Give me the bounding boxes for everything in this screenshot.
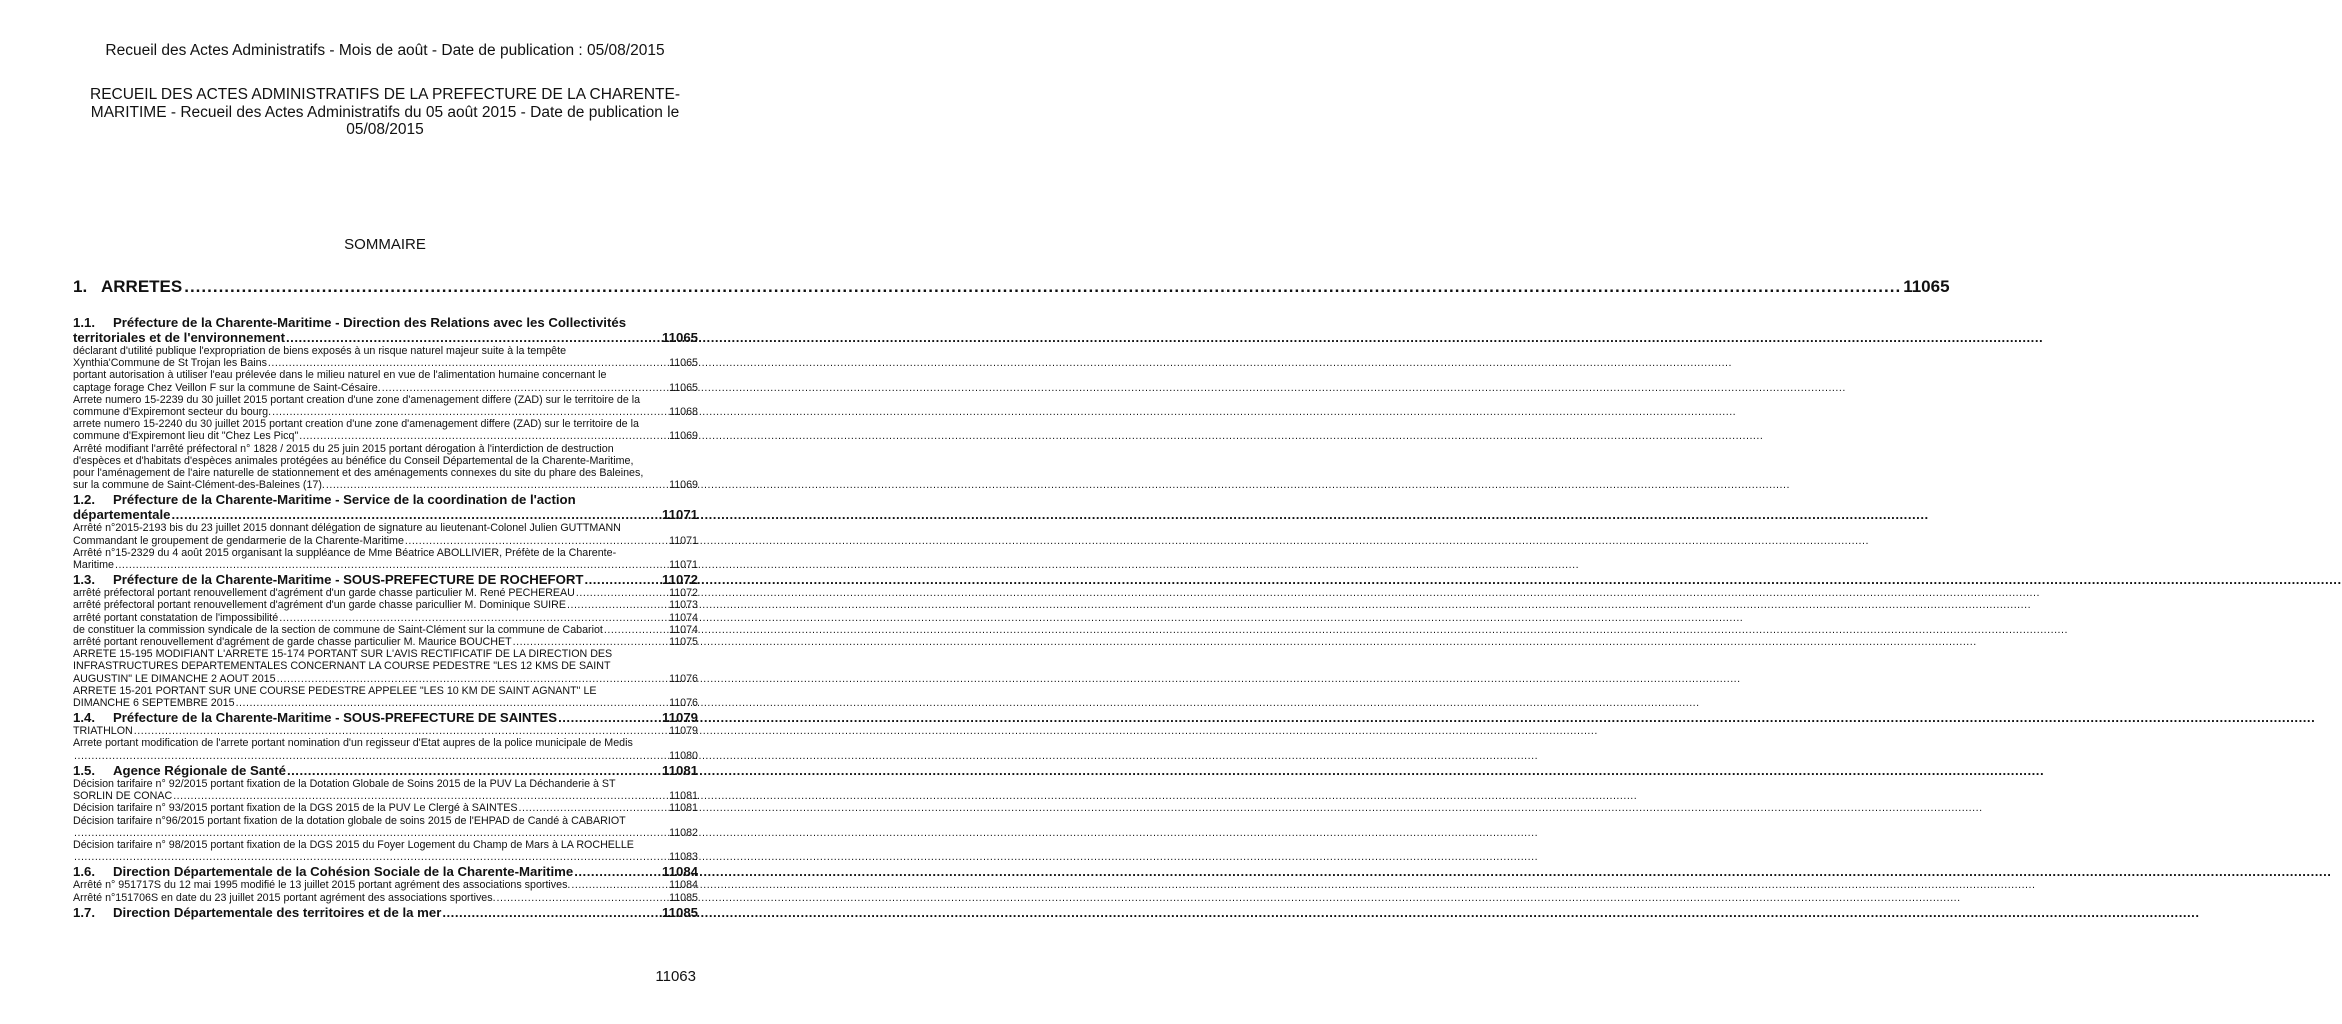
entry-text: d'espèces et d'habitats d'espèces animales protégées au bénéfice du Conseil Départemental de la Charente-Maritime,: [73, 454, 634, 467]
subsection-page: 11081: [662, 762, 698, 778]
subsection-title: Préfecture de la Charente-Maritime - Direction des Relations avec les Collectivités: [113, 315, 627, 330]
subsection-number: 1.7.: [73, 904, 95, 920]
toc-entry[interactable]: [73, 394, 698, 418]
entry-page: 11065: [669, 357, 698, 370]
entry-page: 11074: [669, 611, 698, 624]
dot-leader: [299, 430, 668, 442]
toc-entry[interactable]: [73, 815, 698, 839]
subsection-number: 1.2.: [73, 492, 95, 508]
subsection-heading[interactable]: [73, 315, 698, 345]
dot-leader: [584, 572, 661, 587]
entry-text: Décision tarifaire n° 93/2015 portant fixation de la DGS 2015 de la PUV Le Clergé à SAINTES: [73, 802, 518, 815]
entry-page: 11076: [669, 672, 698, 685]
toc-section-1[interactable]: [73, 277, 1950, 297]
entry-page: 11080: [669, 749, 698, 762]
subsection-heading[interactable]: [73, 492, 698, 522]
dot-leader: [442, 905, 661, 920]
entry-text: captage forage Chez Veillon F sur la commune de Saint-Césaire.: [73, 381, 381, 394]
entry-text: arrêté préfectoral portant renouvellement d'agrément d'un garde chasse paricullier M. Dominique SUIRE: [73, 599, 566, 612]
dot-leader: [287, 763, 661, 778]
dot-leader: [286, 330, 661, 345]
dot-leader: [513, 636, 668, 648]
subsection-title: départementale: [73, 507, 171, 523]
entry-text: ARRETE 15-195 MODIFIANT L'ARRETE 15-174 PORTANT SUR L'AVIS RECTIFICATIF DE LA DIRECTION DES: [73, 648, 613, 661]
section-title: ARRETES: [101, 277, 183, 296]
toc-subsection: [73, 710, 698, 762]
entry-text: déclarant d'utilité publique l'expropriation de biens exposés à un risque naturel majeur suite à la tempête: [73, 345, 567, 357]
toc-entry[interactable]: [73, 685, 698, 709]
entry-text: Arrêté n°2015-2193 bis du 23 juillet 2015 donnant délégation de signature au lieutenant-Colonel Julien GUTTMANN: [73, 522, 621, 535]
subsection-heading[interactable]: [73, 710, 698, 725]
table-of-contents: [73, 275, 1950, 920]
toc-entry[interactable]: [73, 725, 698, 737]
entry-page: 11076: [669, 697, 698, 710]
toc-entry[interactable]: [73, 345, 698, 369]
toc-entry[interactable]: [73, 547, 698, 571]
entry-page: 11079: [669, 725, 698, 738]
entry-page: 11065: [669, 381, 698, 394]
toc-entry[interactable]: [73, 778, 698, 802]
entry-text: pour l'aménagement de l'aire naturelle de stationnement et des aménagements connexes du site du phare des Baleines,: [73, 467, 644, 480]
subsection-heading[interactable]: [73, 905, 698, 920]
subsection-title-wrap: [73, 763, 286, 778]
toc-subsection: [73, 905, 698, 920]
dot-leader: [405, 535, 668, 547]
subsection-heading[interactable]: [73, 572, 698, 587]
entry-text: Arrêté modifiant l'arrêté préfectoral n° 1828 / 2015 du 25 juin 2015 portant dérogation à l'interdiction de destruction: [73, 442, 614, 455]
subsection-page: 11079: [662, 710, 698, 726]
entry-text: Arrêté n°151706S en date du 23 juillet 2015 portant agrément des associations sportives.: [73, 891, 496, 904]
dot-leader: [558, 710, 661, 725]
dot-leader: [236, 697, 669, 709]
dot-leader: [574, 864, 661, 879]
dot-leader: [571, 879, 668, 891]
entry-text: de constituer la commission syndicale de la section de commune de Saint-Clément sur la commune de Cabariot: [73, 623, 603, 636]
toc-subsection: [73, 864, 698, 903]
toc-subsection: [73, 492, 698, 571]
entry-page: 11069: [669, 430, 698, 443]
section-page: 11065: [1903, 277, 1950, 296]
subsection-heading[interactable]: [73, 864, 698, 879]
entry-page: 11075: [669, 636, 698, 649]
dot-leader: [74, 750, 668, 762]
entry-text: Commandant le groupement de gendarmerie de la Charente-Maritime: [73, 534, 404, 547]
subsection-title: Direction Départementale de la Cohésion Sociale de la Charente-Maritime: [113, 864, 574, 880]
subsection-number: 1.4.: [73, 710, 95, 726]
subsection-title: territoriales et de l'environnement: [73, 330, 285, 345]
toc-subsection: [73, 763, 698, 863]
title-line: RECUEIL DES ACTES ADMINISTRATIFS DE LA PREFECTURE DE LA CHARENTE-: [90, 86, 680, 103]
subsection-page: 11084: [662, 864, 698, 880]
entry-page: 11071: [669, 559, 698, 572]
toc-entry[interactable]: [73, 636, 698, 648]
entry-text: Arrete portant modification de l'arrete portant nomination d'un regisseur d'Etat aupres de la police municipale de Medis: [73, 737, 633, 750]
dot-leader: [567, 599, 668, 611]
dot-leader: ............................................................................................................................................................................................................................................................................................................: [184, 277, 1902, 296]
toc-subsection: [73, 572, 698, 709]
toc-entry[interactable]: [73, 443, 698, 492]
subsection-title-wrap: [73, 864, 573, 879]
dot-leader: [268, 357, 668, 369]
dot-leader: [497, 892, 669, 904]
dot-leader: [74, 827, 668, 839]
entry-text: Décision tarifaire n° 98/2015 portant fixation de la DGS 2015 du Foyer Logement du Champ de Mars à LA ROCHELLE: [73, 838, 634, 851]
dot-leader: [134, 725, 668, 737]
entry-text: ARRETE 15-201 PORTANT SUR UNE COURSE PEDESTRE APPELEE "LES 10 KM DE SAINT AGNANT" LE: [73, 684, 597, 697]
entry-text: arrêté préfectoral portant renouvellement d'agrément d'un garde chasse particulier M. René PECHEREAU: [73, 587, 575, 600]
toc-entry[interactable]: [73, 737, 698, 761]
entry-page: 11073: [669, 599, 698, 612]
entry-text: arrete numero 15-2240 du 30 juillet 2015 portant creation d'une zone d'amenagement differe (ZAD) sur le territoire de la: [73, 418, 639, 431]
toc-entry[interactable]: [73, 624, 698, 636]
entry-text: Arrêté n°15-2329 du 4 août 2015 organisant la suppléance de Mme Béatrice ABOLLIVIER, Préfète de la Charente-: [73, 546, 617, 559]
dot-leader: [382, 382, 668, 394]
toc-entry[interactable]: [73, 802, 698, 814]
subsection-title: Préfecture de la Charente-Maritime - SOUS-PREFECTURE DE SAINTES: [113, 710, 558, 726]
entry-page: 11081: [669, 790, 698, 803]
dot-leader: [604, 624, 668, 636]
toc-entry[interactable]: [73, 892, 698, 904]
entry-page: 11069: [669, 479, 698, 492]
entry-text: Arrete numero 15-2239 du 30 juillet 2015 portant creation d'une zone d'amenagement differe (ZAD) sur le territoire de la: [73, 393, 641, 406]
subsection-title: Préfecture de la Charente-Maritime - Service de la coordination de l'action: [113, 492, 576, 508]
dot-leader: [519, 802, 669, 814]
toc-entry[interactable]: [73, 599, 698, 611]
entry-text: Xynthia'Commune de St Trojan les Bains: [73, 357, 267, 370]
dot-leader: [576, 587, 668, 599]
entry-text: INFRASTRUCTURES DEPARTEMENTALES CONCERNANT LA COURSE PEDESTRE "LES 12 KMS DE SAINT: [73, 660, 611, 673]
entry-text: arrêté portant constatation de l'impossibilité: [73, 611, 279, 624]
subsection-title: Agence Régionale de Santé: [113, 762, 286, 778]
entry-page: 11085: [669, 891, 698, 904]
subsection-title-wrap: [73, 710, 557, 725]
dot-leader: [279, 612, 668, 624]
page-number: 11063: [655, 968, 696, 985]
title-line: MARITIME - Recueil des Actes Administratifs du 05 août 2015 - Date de publication le: [90, 103, 680, 121]
subsection-heading[interactable]: [73, 763, 698, 778]
entry-page: 11071: [669, 534, 698, 547]
title-line: 05/08/2015: [346, 121, 424, 138]
subsection-number: 1.3.: [73, 572, 95, 588]
entry-text: DIMANCHE 6 SEPTEMBRE 2015: [73, 697, 235, 710]
running-header: Recueil des Actes Administratifs - Mois de août - Date de publication : 05/08/2015: [105, 42, 665, 59]
subsection-number: 1.6.: [73, 864, 95, 880]
toc-subsection: [73, 315, 698, 491]
sommaire-heading: SOMMAIRE: [344, 236, 426, 253]
subsection-title-line: [73, 315, 698, 330]
toc-entry[interactable]: [73, 612, 698, 624]
entry-page: 11074: [669, 623, 698, 636]
toc-entry[interactable]: [73, 369, 698, 393]
dot-leader: [272, 406, 668, 418]
entry-page: 11083: [669, 851, 698, 864]
entry-text: SORLIN DE CONAC: [73, 790, 173, 803]
entry-page: 11072: [669, 587, 698, 600]
entry-text: portant autorisation à utiliser l'eau prélevée dans le milieu naturel en vue de l'alimentation humaine concernant le: [73, 369, 607, 382]
entry-text: Arrêté n° 951717S du 12 mai 1995 modifié le 13 juillet 2015 portant agrément des associations sportives.: [73, 879, 571, 892]
entry-text: commune d'Expiremont secteur du bourg.: [73, 406, 272, 419]
entry-text: commune d'Expiremont lieu dit "Chez Les Picq": [73, 430, 299, 443]
entry-page: 11084: [669, 879, 698, 892]
section-number: 1.: [73, 277, 88, 296]
subsection-page: 11071: [662, 507, 698, 523]
subsection-page: 11085: [662, 904, 698, 920]
entry-text: Décision tarifaire n°96/2015 portant fixation de la dotation globale de soins 2015 de l'EHPAD de Candé à CABARIOT: [73, 814, 626, 827]
entry-page: 11081: [669, 802, 698, 815]
dot-leader: [74, 851, 668, 863]
dot-leader: [326, 479, 668, 491]
document-title: [70, 86, 700, 139]
dot-leader: [115, 559, 668, 571]
entry-page: 11068: [669, 406, 698, 419]
entry-text: Décision tarifaire n° 92/2015 portant fixation de la Dotation Globale de Soins 2015 de la PUV La Déchanderie à ST: [73, 777, 616, 790]
subsection-list: [73, 315, 698, 920]
subsection-title: Direction Départementale des territoires et de la mer: [113, 904, 442, 920]
subsection-number: 1.1.: [73, 315, 95, 330]
toc-entry[interactable]: [73, 522, 698, 546]
entry-page: 11082: [669, 826, 698, 839]
entry-text: sur la commune de Saint-Clément-des-Baleines (17).: [73, 479, 325, 492]
entry-text: arrêté portant renouvellement d'agrément de garde chasse particulier M. Maurice BOUCHET: [73, 636, 512, 649]
subsection-title-wrap: [73, 572, 583, 587]
dot-leader: [171, 507, 661, 522]
toc-entry[interactable]: [73, 839, 698, 863]
subsection-title-line: [73, 492, 698, 507]
subsection-title-wrap: [73, 905, 441, 920]
subsection-page: 11072: [662, 572, 698, 588]
toc-entry[interactable]: [73, 879, 698, 891]
dot-leader: [277, 673, 669, 685]
toc-entry[interactable]: [73, 648, 698, 685]
subsection-title: Préfecture de la Charente-Maritime - SOUS-PREFECTURE DE ROCHEFORT: [113, 572, 584, 588]
subsection-page: 11065: [662, 330, 698, 345]
subsection-number: 1.5.: [73, 762, 95, 778]
toc-entry[interactable]: [73, 418, 698, 442]
dot-leader: [173, 790, 668, 802]
entry-text: Maritime: [73, 559, 114, 572]
entry-text: TRIATHLON: [73, 725, 133, 738]
entry-text: AUGUSTIN" LE DIMANCHE 2 AOUT 2015: [73, 672, 276, 685]
toc-entry[interactable]: [73, 587, 698, 599]
